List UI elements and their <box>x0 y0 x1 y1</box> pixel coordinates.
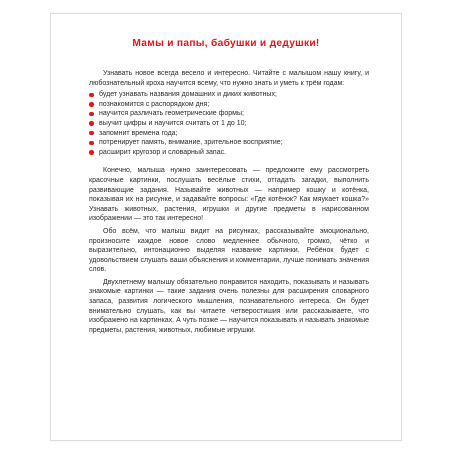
list-item: расширит кругозор и словарный запас. <box>89 148 369 158</box>
bullet-dot-icon <box>89 102 94 107</box>
list-item: познакомится с распорядком дня; <box>89 100 369 110</box>
bullet-dot-icon <box>89 93 94 98</box>
intro-paragraph: Узнавать новое всегда весело и интересно. Читайте с малышом нашу книгу, и любознательный кроха научится всему, что нужно знать и уметь к трём годам: <box>89 70 369 87</box>
list-item: научится различать геометрические формы; <box>89 109 369 119</box>
page-title: Мамы и папы, бабушки и дедушки! <box>132 38 320 49</box>
bullet-dot-icon <box>89 131 94 136</box>
page-content <box>89 69 369 335</box>
book-page <box>50 13 402 441</box>
body-paragraph: Обо всём, что малыш видит на рисунках, рассказывайте эмоционально, произносите каждое новое слово медленнее обычного, громко, чётко и выразительно, интонационно выделяя название картинки. Ребёнок будет с удовольствием слушать ваши объяснения и комментарии, лучше понимать значения слов. <box>89 227 369 274</box>
body-paragraph: Конечно, малыша нужно заинтересовать — предложите ему рассмотреть красочные картинки, послушать весёлые стихи, отгадать загадки, выполнить развивающие задания. Называйте животных — например кошку и котёнка, показывая их на рисунке, и задавайте вопросы: «Где котёнок? Как мяукает кошка?» Узнавать животных, растения, игрушки и другие предметы в нарисованном изображении — это так интересно! <box>89 167 369 223</box>
bullet-dot-icon <box>89 150 94 155</box>
list-item: потренирует память, внимание, зрительное восприятие; <box>89 138 369 148</box>
bullet-dot-icon <box>89 112 94 117</box>
list-item: будет узнавать названия домашних и диких животных; <box>89 90 369 100</box>
skills-list <box>89 90 369 157</box>
list-item: выучит цифры и научится считать от 1 до 10; <box>89 119 369 129</box>
bullet-dot-icon <box>89 121 94 126</box>
list-item: запомнит времена года; <box>89 129 369 139</box>
section-spacer <box>89 157 369 166</box>
body-paragraph: Двухлетнему малышу обязательно понравится находить, показывать и называть знакомые картинки — такие задания очень полезны для расширения словарного запаса, развития логического мышления, познавательного интереса. Он будет внимательно слушать, как вы читаете четверостишия или рассказываете, что изображено на картинках. А чуть позже — научится показывать и называть знакомые предметы, растения, животных, любимые игрушки. <box>89 278 369 334</box>
bullet-dot-icon <box>89 141 94 146</box>
